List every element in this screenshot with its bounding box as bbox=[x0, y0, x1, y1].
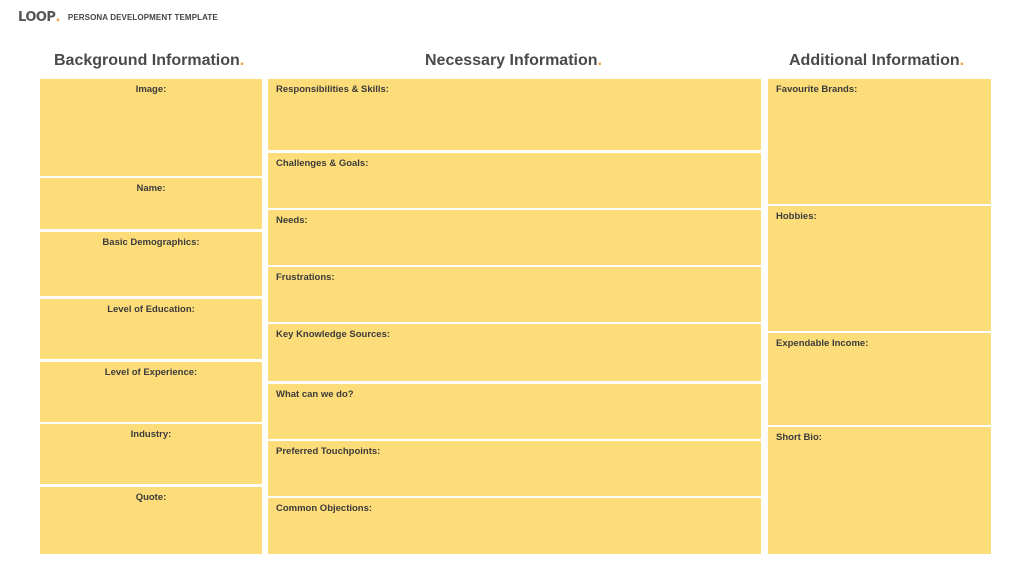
field-preferred-touchpoints[interactable] bbox=[268, 441, 761, 496]
section-title-background: Background Information. bbox=[54, 52, 245, 69]
field-label: Preferred Touchpoints: bbox=[276, 446, 381, 457]
field-name[interactable] bbox=[40, 178, 262, 229]
field-needs[interactable] bbox=[268, 210, 761, 265]
field-label: Name: bbox=[136, 183, 166, 194]
field-label: Industry: bbox=[130, 429, 172, 440]
field-level-of-experience[interactable] bbox=[40, 362, 262, 422]
field-label: Common Objections: bbox=[276, 503, 373, 514]
field-key-knowledge-sources[interactable] bbox=[268, 324, 761, 381]
background-column bbox=[40, 79, 262, 554]
field-short-bio[interactable] bbox=[768, 427, 991, 554]
field-label: Responsibilities & Skills: bbox=[276, 84, 389, 95]
field-label: Challenges & Goals: bbox=[276, 158, 369, 169]
field-challenges-goals[interactable] bbox=[268, 153, 761, 208]
field-responsibilities-skills[interactable] bbox=[268, 79, 761, 150]
field-quote[interactable] bbox=[40, 487, 262, 554]
section-title-necessary: Necessary Information. bbox=[425, 52, 602, 69]
field-favourite-brands[interactable] bbox=[768, 79, 991, 204]
page-header bbox=[18, 10, 218, 25]
field-label: Favourite Brands: bbox=[776, 84, 858, 95]
field-image[interactable] bbox=[40, 79, 262, 176]
section-title-additional: Additional Information. bbox=[789, 52, 965, 69]
field-basic-demographics[interactable] bbox=[40, 232, 262, 296]
field-what-can-we-do[interactable] bbox=[268, 384, 761, 439]
additional-column bbox=[768, 79, 991, 554]
field-hobbies[interactable] bbox=[768, 206, 991, 331]
field-frustrations[interactable] bbox=[268, 267, 761, 322]
field-common-objections[interactable] bbox=[268, 498, 761, 554]
loop-logo bbox=[18, 10, 60, 25]
field-label: Level of Experience: bbox=[104, 367, 198, 378]
field-label: Hobbies: bbox=[776, 211, 817, 222]
field-label: Expendable Income: bbox=[776, 338, 869, 349]
field-level-of-education[interactable] bbox=[40, 299, 262, 359]
field-label: Basic Demographics: bbox=[102, 237, 200, 248]
field-label: Frustrations: bbox=[276, 272, 335, 283]
document-title: PERSONA DEVELOPMENT TEMPLATE bbox=[67, 13, 218, 22]
field-label: What can we do? bbox=[276, 389, 354, 400]
necessary-column bbox=[268, 79, 761, 554]
field-label: Level of Education: bbox=[107, 304, 195, 315]
field-label: Needs: bbox=[276, 215, 308, 226]
field-label: Key Knowledge Sources: bbox=[276, 329, 391, 340]
field-label: Image: bbox=[135, 84, 167, 95]
logo-text: LOOP bbox=[18, 10, 56, 25]
field-industry[interactable] bbox=[40, 424, 262, 484]
field-label: Quote: bbox=[135, 492, 167, 503]
field-label: Short Bio: bbox=[776, 432, 822, 443]
field-expendable-income[interactable] bbox=[768, 333, 991, 425]
logo-dot: . bbox=[55, 10, 60, 25]
